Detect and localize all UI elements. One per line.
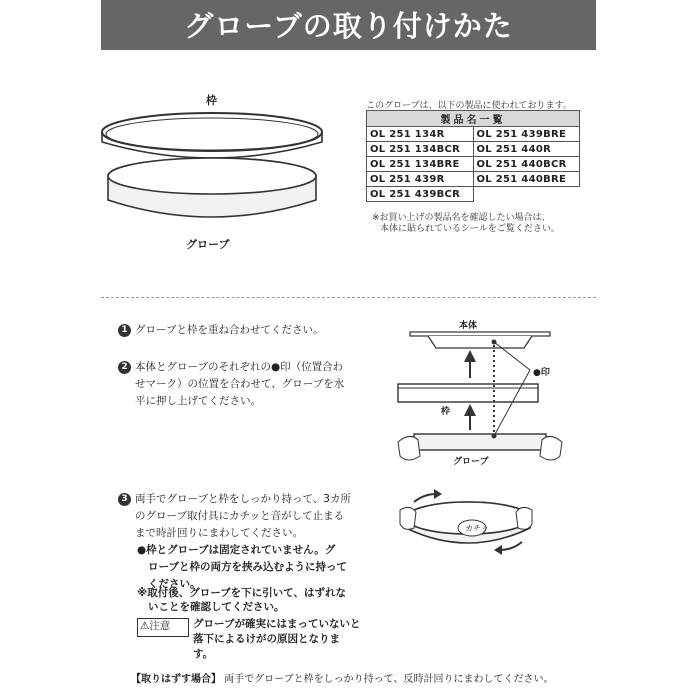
step3-bullet2-line1: ※取付後、グローブを下に引いて、はずれな: [137, 587, 346, 599]
table-cell: [473, 187, 580, 202]
product-intro: このグローブは、以下の製品に使われております。: [366, 101, 572, 111]
product-note-line2: 本体に貼られているシールをご覧ください。: [380, 224, 560, 234]
caution-line3: す。: [193, 648, 214, 660]
hand-icon: [516, 507, 532, 529]
hand-icon: [400, 507, 416, 529]
page-title: グローブの取り付けかた: [184, 9, 513, 43]
table-cell: OL 251 134R: [367, 127, 474, 142]
hand-icon: [398, 436, 420, 460]
table-header-row: [367, 111, 580, 127]
table-row: [367, 127, 580, 142]
click-label: カチッ: [465, 524, 489, 533]
frame-label-diagram: 枠: [441, 407, 451, 417]
step3-line1: 両手でグローブと枠をしっかり持って、3カ所: [135, 493, 351, 505]
table-cell: OL 251 439R: [367, 172, 474, 187]
caution-line1: グローブが確実にはまっていないと: [193, 618, 361, 630]
step1-text: グローブと枠を重ね合わせてください。: [135, 324, 324, 336]
section-divider: [101, 297, 596, 298]
mark-dot: [492, 340, 497, 345]
globe-label: グローブ: [186, 238, 230, 251]
mark-pointer-line: [494, 370, 530, 436]
globe-label-diagram: グローブ: [453, 457, 489, 467]
step3-bullet1-line3: ください。: [148, 578, 201, 590]
removal-label: 【取りはずす場合】: [131, 674, 221, 685]
removal-note: [131, 670, 554, 685]
table-cell: OL 251 440BCR: [473, 157, 580, 172]
table-cell: OL 251 134BCR: [367, 142, 474, 157]
table-cell: OL 251 440BRE: [473, 172, 580, 187]
body-label: 本体: [459, 321, 478, 331]
table-row: [367, 172, 580, 187]
up-arrow-icon: [464, 404, 476, 430]
globe-unit: [414, 434, 546, 450]
product-note-line1: ※お買い上げの製品名を確認したい場合は、: [372, 213, 551, 223]
table-cell: OL 251 134BRE: [367, 157, 474, 172]
frame-ring: [102, 113, 322, 158]
table-cell: OL 251 439BCR: [367, 187, 474, 202]
step2-line1: 本体とグローブのそれぞれの●印（位置合わ: [135, 361, 344, 373]
step2-line3: 平に押し上げてください。: [135, 395, 261, 407]
up-arrow-icon: [464, 350, 476, 378]
step1-number: 1: [118, 324, 131, 337]
mark-dot: [492, 434, 497, 439]
rotate-arrow-icon: [414, 489, 442, 502]
table-row: [367, 187, 580, 202]
frame-label: 枠: [206, 94, 217, 107]
step3-line2: のグローブ取付具にカチッと音がして止まる: [135, 510, 345, 522]
table-header: 製品名一覧: [367, 111, 580, 127]
rotate-arrow-icon: [494, 542, 522, 555]
frame-globe-illustration: [96, 104, 336, 240]
caution-line2: 落下によるけがの原因となりま: [193, 633, 340, 645]
caution-label: ⚠注意: [140, 620, 171, 632]
product-table: [366, 110, 580, 202]
step2-number: 2: [118, 361, 131, 374]
table-row: [367, 157, 580, 172]
table-cell: OL 251 440R: [473, 142, 580, 157]
mark-label: ●印: [533, 368, 550, 378]
body-unit: [410, 332, 550, 348]
step3-bullet1-line1: ●枠とグローブは固定されていません。グ: [137, 544, 336, 556]
table-row: [367, 142, 580, 157]
step3-bullet2-line2: いことを確認してください。: [148, 601, 285, 613]
step2-line2: せマーク）の位置を合わせて、グローブを水: [135, 378, 345, 390]
table-cell: OL 251 439BRE: [473, 127, 580, 142]
step3-bullet1-line2: ローブと枠の両方を挟み込むように持って: [148, 561, 347, 573]
removal-text: 両手でグローブと枠をしっかり持って、反時計回りにまわしてください。: [224, 674, 554, 685]
step3-number: 3: [118, 493, 131, 506]
hand-icon: [540, 436, 562, 460]
step2-diagram: [390, 318, 570, 468]
globe-shape: [108, 158, 316, 217]
step3-line3: まで時計回りにまわしてください。: [135, 527, 303, 539]
